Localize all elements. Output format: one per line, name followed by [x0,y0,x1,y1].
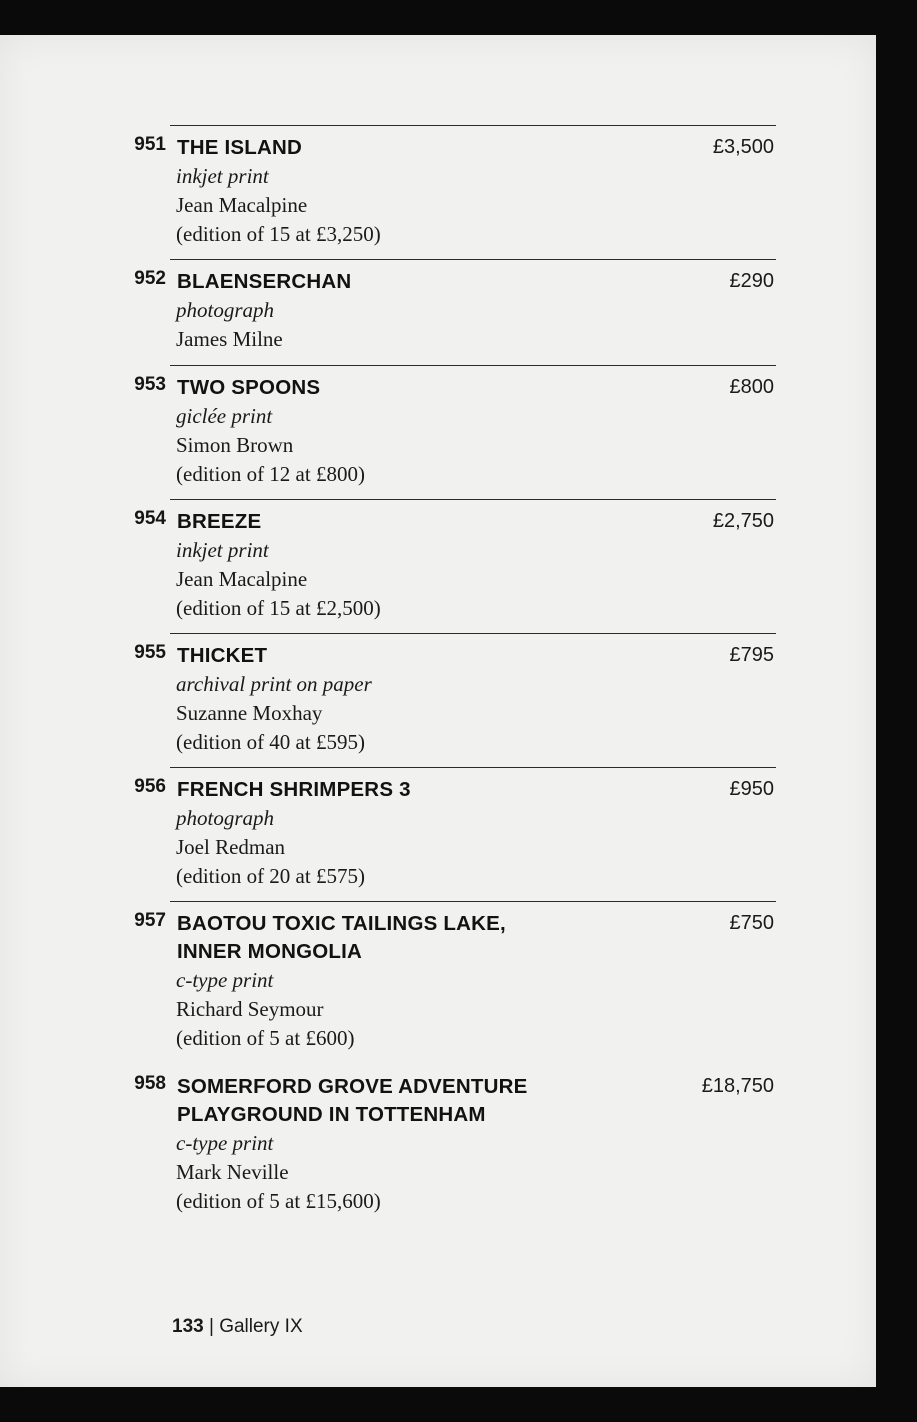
lot-title: BREEZE [177,510,262,533]
lot-artist: Jean Macalpine [176,193,308,217]
lot-956 [134,767,776,891]
lot-artist: Jean Macalpine [176,567,308,591]
lot-number: 953 [134,374,166,395]
lot-edition: (edition of 40 at £595) [176,730,365,754]
lot-954 [134,499,776,623]
lot-edition: (edition of 5 at £15,600) [176,1189,381,1213]
lot-artist: Joel Redman [176,835,286,859]
lot-edition: (edition of 15 at £3,250) [176,222,381,246]
lot-title: SOMERFORD GROVE ADVENTURE PLAYGROUND IN TOTTENHAM [177,1075,528,1126]
lot-artist: Suzanne Moxhay [176,701,323,725]
lot-title: THICKET [177,644,268,667]
lot-951 [134,125,776,249]
lot-price: £2,750 [712,510,774,532]
page-footer [172,1316,303,1338]
lot-number: 951 [134,134,166,155]
lot-title: THE ISLAND [177,136,302,159]
catalogue-page [0,35,876,1387]
lot-medium: giclée print [176,404,273,428]
lot-number: 955 [134,642,166,663]
lot-price: £795 [729,644,774,666]
lot-number: 952 [134,268,166,289]
lot-price: £950 [729,778,774,800]
lot-artist: Richard Seymour [176,997,324,1021]
lot-title: BAOTOU TOXIC TAILINGS LAKE, INNER MONGOLIA [177,912,506,963]
lot-artist: Simon Brown [176,433,294,457]
lot-title: FRENCH SHRIMPERS 3 [177,778,411,801]
lot-number: 956 [134,776,166,797]
lot-artist: James Milne [176,327,283,351]
page-number: 133 [172,1316,204,1337]
lot-number: 957 [134,910,166,931]
lot-medium: c-type print [176,968,274,992]
footer-separator: | [208,1316,214,1337]
lot-952 [134,259,776,354]
lot-medium: photograph [176,806,275,830]
lot-medium: photograph [176,298,275,322]
lot-edition: (edition of 15 at £2,500) [176,596,381,620]
lot-price: £3,500 [712,136,774,158]
lot-price: £800 [729,376,774,398]
lot-title: BLAENSERCHAN [177,270,352,293]
lot-title: TWO SPOONS [177,376,321,399]
lot-medium: inkjet print [176,538,269,562]
lot-number: 958 [134,1073,166,1094]
lot-number: 954 [134,508,166,529]
lot-edition: (edition of 12 at £800) [176,462,365,486]
lot-958 [134,1064,776,1216]
lot-953 [134,365,776,489]
lot-medium: c-type print [176,1131,274,1155]
lot-artist: Mark Neville [176,1160,289,1184]
lot-957 [134,901,776,1053]
lot-price: £18,750 [701,1075,774,1097]
lot-price: £750 [729,912,774,934]
lot-medium: archival print on paper [176,672,372,696]
lot-edition: (edition of 5 at £600) [176,1026,355,1050]
lot-price: £290 [729,270,774,292]
section-name: Gallery IX [219,1316,303,1337]
lot-955 [134,633,776,757]
lot-medium: inkjet print [176,164,269,188]
lot-edition: (edition of 20 at £575) [176,864,365,888]
